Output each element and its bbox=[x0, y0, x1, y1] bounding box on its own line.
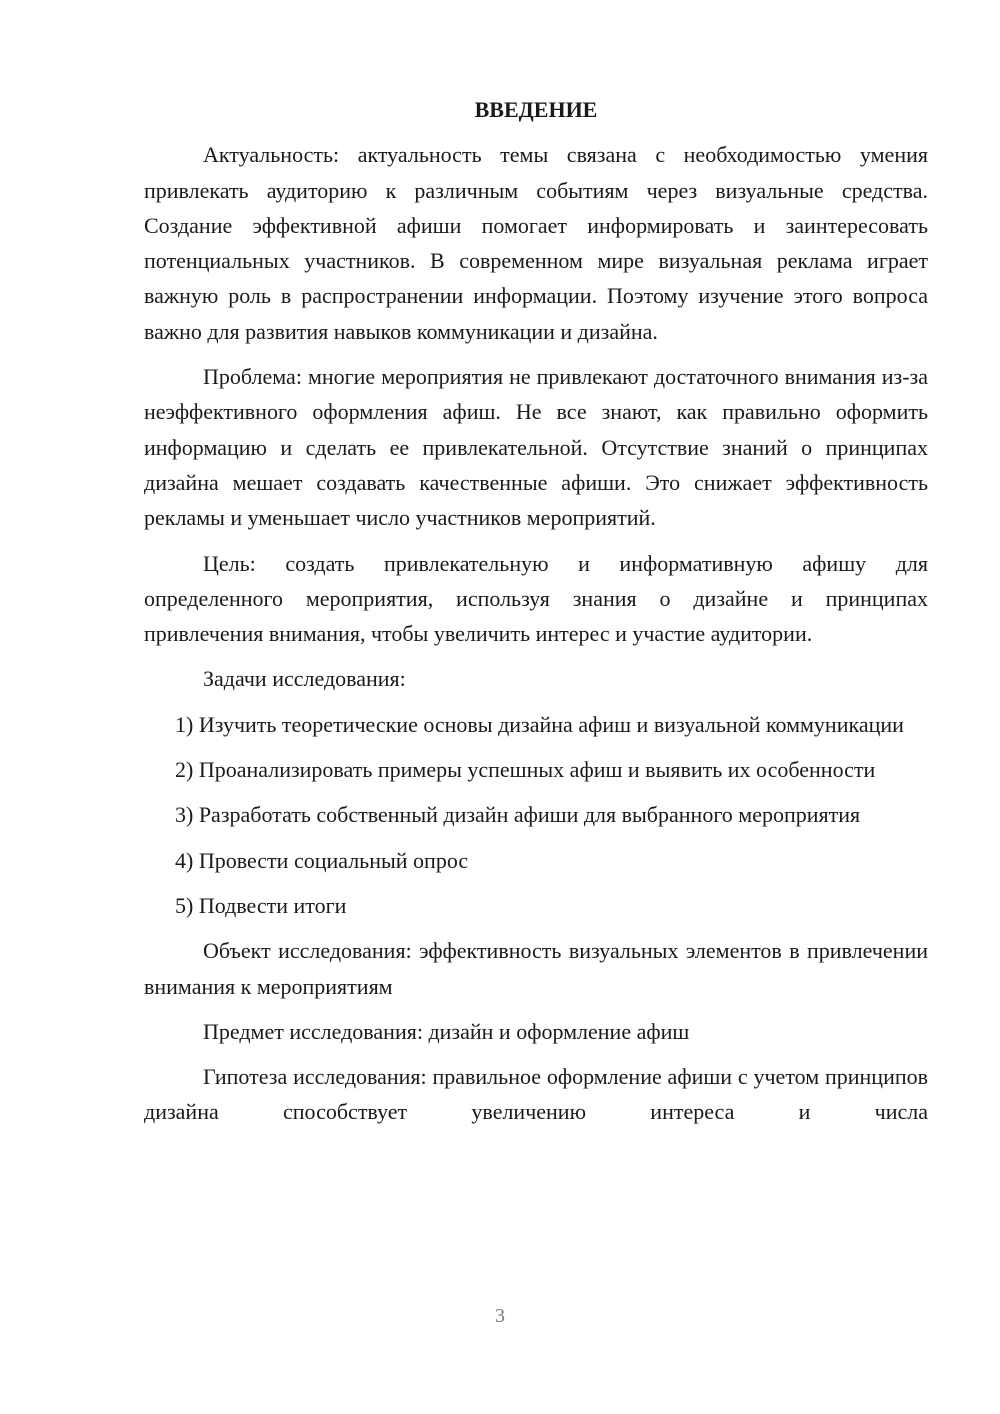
object-paragraph: Объект исследования: эффективность визуальных элементов в привлечении внимания к мероприятиям bbox=[144, 938, 928, 999]
document-page bbox=[144, 92, 928, 1140]
task-item: 1) Изучить теоретические основы дизайна афиш и визуальной коммуникации bbox=[175, 711, 904, 737]
task-item: 2) Проанализировать примеры успешных афиш и выявить их особенности bbox=[175, 757, 876, 783]
task-item: 3) Разработать собственный дизайн афиши для выбранного мероприятия bbox=[175, 802, 861, 828]
relevance-paragraph: Актуальность: актуальность темы связана с необходимостью умения привлекать аудиторию к различным событиям через визуальные средства. Создание эффективной афиши помогает информировать и заинтересовать потенциальных участников. В современном мире визуальная реклама играет важную роль в распространении информации. Поэтому изучение этого вопроса важно для развития навыков коммуникации и дизайна. bbox=[144, 142, 928, 344]
subject-paragraph: Предмет исследования: дизайн и оформление афиш bbox=[203, 1018, 690, 1044]
page-number: 3 bbox=[495, 1305, 505, 1327]
tasks-heading: Задачи исследования: bbox=[203, 666, 406, 692]
problem-paragraph: Проблема: многие мероприятия не привлекают достаточного внимания из-за неэффективного оформления афиш. Не все знают, как правильно оформить информацию и сделать ее привлекательной. Отсутствие знаний о принципах дизайна мешает создавать качественные афиши. Это снижает эффективность рекламы и уменьшает число участников мероприятий. bbox=[144, 364, 928, 531]
section-title: ВВЕДЕНИЕ bbox=[474, 97, 598, 122]
hypothesis-paragraph: Гипотеза исследования: правильное оформление афиши с учетом принципов дизайна способствует увеличению интереса и числа bbox=[144, 1064, 928, 1125]
task-item: 5) Подвести итоги bbox=[175, 892, 347, 918]
task-item: 4) Провести социальный опрос bbox=[175, 847, 469, 873]
goal-paragraph: Цель: создать привлекательную и информативную афишу для определенного мероприятия, используя знания о дизайне и принципах привлечения внимания, чтобы увеличить интерес и участие аудитории. bbox=[144, 550, 928, 647]
